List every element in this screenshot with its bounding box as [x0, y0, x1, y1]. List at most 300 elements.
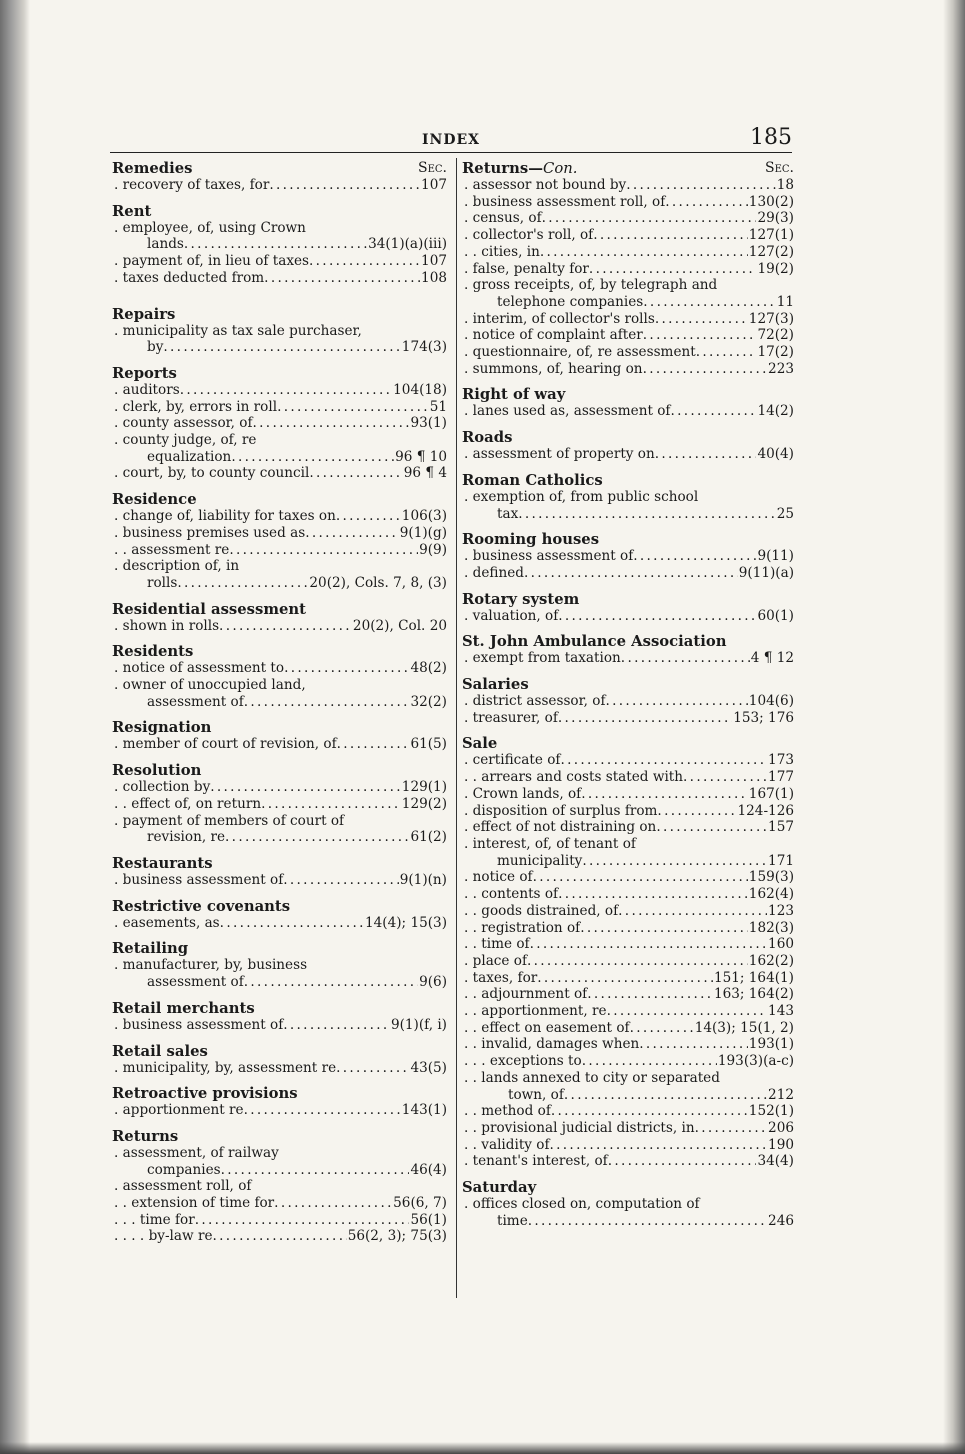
- section-reference: 223: [768, 360, 794, 377]
- index-entry: [462, 1120, 794, 1137]
- entry-text: . . invalid, damages when: [464, 1036, 640, 1053]
- section-reference: 182(3): [748, 919, 794, 936]
- index-entry: [462, 1087, 794, 1104]
- section-reference: 61(5): [410, 736, 447, 753]
- section-reference: 151; 164(1): [713, 969, 794, 986]
- section-reference: 56(1): [410, 1211, 447, 1228]
- index-entry: [462, 548, 794, 565]
- index-entry: [462, 1103, 794, 1120]
- entry-text: . business assessment of: [114, 1016, 284, 1033]
- index-entry: [112, 270, 447, 287]
- leader-dots: [336, 508, 401, 525]
- entry-text: . . arrears and costs stated with: [464, 769, 684, 786]
- section-reference: 162(2): [748, 952, 794, 969]
- leader-dots: [608, 1153, 757, 1170]
- entry-text: . business assessment roll, of: [464, 193, 666, 210]
- section-reference: 40(4): [757, 446, 794, 463]
- heading-text: Retailing: [112, 940, 189, 958]
- index-entry: [462, 786, 794, 803]
- entry-text: . payment of, in lieu of taxes: [114, 253, 310, 270]
- index-heading: [112, 940, 447, 957]
- index-entry: [462, 327, 794, 344]
- section-reference: 43(5): [410, 1059, 447, 1076]
- entry-text: revision, re: [147, 829, 226, 846]
- section-reference: 56(6, 7): [393, 1195, 447, 1212]
- index-entry: [112, 796, 447, 813]
- index-heading: [112, 203, 447, 220]
- entry-text: . . time of: [464, 936, 530, 953]
- index-entry: [462, 1213, 794, 1230]
- section-reference: 162(4): [748, 886, 794, 903]
- index-entry: [112, 779, 447, 796]
- heading-text: Retail merchants: [112, 999, 255, 1017]
- entry-text: . business assessment of: [464, 548, 634, 565]
- section-reference: 130(2): [748, 193, 794, 210]
- leader-dots: [305, 525, 399, 542]
- section-reference: 46(4): [410, 1161, 447, 1178]
- index-entry: [462, 1137, 794, 1154]
- entry-text: . summons, of, hearing on: [464, 360, 643, 377]
- index-entry: [112, 1060, 447, 1077]
- index-entry: [112, 1212, 447, 1229]
- index-entry: [462, 244, 794, 261]
- index-heading: [112, 1085, 447, 1102]
- entry-text: . . extension of time for: [114, 1195, 275, 1212]
- heading-text: Residential assessment: [112, 600, 306, 618]
- leader-dots: [225, 829, 409, 846]
- index-entry: [462, 886, 794, 903]
- leader-dots: [550, 1137, 768, 1154]
- index-entry: [462, 261, 794, 278]
- index-heading: [112, 1128, 447, 1145]
- entry-text: . . effect of, on return: [114, 795, 262, 812]
- entry-text: . shown in rolls: [114, 617, 220, 634]
- heading-text: Saturday: [462, 1179, 537, 1197]
- leader-dots: [683, 769, 767, 786]
- section-reference: 177: [768, 769, 794, 786]
- heading-text: Roads: [462, 429, 513, 447]
- section-reference: 123: [768, 902, 794, 919]
- section-reference: 9(1)(n): [399, 871, 447, 888]
- index-heading: [112, 898, 447, 915]
- index-entry: [112, 736, 447, 753]
- entry-text: . recovery of taxes, for: [114, 177, 270, 193]
- leader-dots: [580, 920, 748, 937]
- leader-dots: [643, 327, 757, 344]
- heading-text: Repairs: [112, 305, 176, 323]
- heading-text: Right of way: [462, 386, 566, 404]
- entry-text: . certificate of: [464, 752, 561, 769]
- index-entry: [112, 449, 447, 466]
- section-reference: 127(2): [748, 243, 794, 260]
- index-entry: [462, 608, 794, 625]
- leader-dots: [630, 1020, 694, 1037]
- heading-text: Residents: [112, 643, 194, 661]
- index-heading: [112, 719, 447, 736]
- index-column-left: [112, 160, 447, 1245]
- leader-dots: [581, 786, 748, 803]
- section-reference: 48(2): [410, 660, 447, 677]
- index-heading: [462, 735, 794, 752]
- heading-text: Rooming houses: [462, 531, 600, 549]
- leader-dots: [229, 542, 418, 559]
- index-subentry-line: . municipality as tax sale purchaser,: [114, 322, 362, 339]
- entry-text: . . validity of: [464, 1136, 550, 1153]
- index-entry: [462, 1020, 794, 1037]
- leader-dots: [231, 449, 394, 466]
- section-reference: 14(2): [757, 403, 794, 420]
- leader-dots: [593, 227, 748, 244]
- entry-text: municipality: [497, 852, 583, 869]
- section-reference: 32(2): [410, 693, 447, 710]
- index-subentry-line: . assessment, of railway: [114, 1144, 279, 1161]
- section-reference: 9(6): [419, 974, 447, 991]
- index-entry: [462, 869, 794, 886]
- index-entry: [462, 446, 794, 463]
- leader-dots: [542, 210, 757, 227]
- section-reference: 19(2): [757, 260, 794, 277]
- index-entry: [462, 565, 794, 582]
- entry-text: . business premises used as: [114, 524, 306, 541]
- section-reference: 104(6): [748, 693, 794, 710]
- index-entry: [112, 177, 447, 194]
- leader-dots: [163, 339, 400, 356]
- heading-text: Resignation: [112, 719, 212, 737]
- entry-text: . county assessor, of: [114, 415, 253, 432]
- entry-text: . treasurer, of: [464, 709, 558, 726]
- header-title: INDEX: [421, 132, 481, 148]
- entry-text: . . method of: [464, 1103, 551, 1120]
- index-entry: [112, 1102, 447, 1119]
- index-entry: [462, 986, 794, 1003]
- leader-dots: [527, 953, 748, 970]
- leader-dots: [253, 415, 410, 432]
- index-entry: [462, 210, 794, 227]
- index-entry: [112, 508, 447, 525]
- leader-dots: [656, 819, 767, 836]
- entry-text: . easements, as: [114, 914, 220, 931]
- section-reference: 107: [421, 253, 447, 270]
- entry-text: . lanes used as, assessment of: [464, 403, 671, 420]
- page-edge-shadow-bottom: [0, 1442, 965, 1454]
- leader-dots: [618, 903, 767, 920]
- entry-text: . notice of: [464, 869, 533, 886]
- entry-text: . . adjournment of: [464, 986, 588, 1003]
- index-entry: [462, 344, 794, 361]
- section-reference: 174(3): [401, 339, 447, 356]
- leader-dots: [213, 1228, 347, 1245]
- section-reference: 167(1): [748, 785, 794, 802]
- index-heading: [462, 386, 794, 403]
- index-entry: [462, 1053, 794, 1070]
- page-edge-shadow-right: [943, 0, 965, 1454]
- entry-text: . Crown lands, of: [464, 785, 582, 802]
- section-label: Sec.: [418, 160, 447, 176]
- page-edge-shadow-left: [0, 0, 30, 1454]
- leader-dots: [540, 244, 748, 261]
- index-entry: [462, 710, 794, 727]
- heading-text: Returns—: [462, 160, 543, 177]
- index-entry: [112, 694, 447, 711]
- entry-text: . . goods distrained, of: [464, 902, 619, 919]
- index-entry: [462, 752, 794, 769]
- leader-dots: [587, 986, 713, 1003]
- leader-dots: [639, 1036, 748, 1053]
- section-reference: 9(9): [419, 541, 447, 558]
- index-subentry-line: . description of, in: [114, 558, 240, 575]
- index-entry: [112, 660, 447, 677]
- index-entry: [112, 1228, 447, 1245]
- index-entry: [462, 294, 794, 311]
- leader-dots: [195, 1212, 410, 1229]
- leader-dots: [283, 1017, 390, 1034]
- leader-dots: [261, 796, 401, 813]
- leader-dots: [221, 1162, 410, 1179]
- index-entry: [462, 970, 794, 987]
- section-reference: 108: [421, 269, 447, 286]
- index-heading: [462, 676, 794, 693]
- entry-text: . change of, liability for taxes on: [114, 508, 336, 525]
- leader-dots: [336, 1060, 409, 1077]
- entry-text: . effect of not distraining on: [464, 819, 657, 836]
- index-entry: [112, 339, 447, 356]
- entry-text: . place of: [464, 952, 527, 969]
- section-reference: 159(3): [748, 869, 794, 886]
- index-entry: [112, 399, 447, 416]
- entry-text: . . . exceptions to: [464, 1053, 582, 1070]
- entry-text: . court, by, to county council: [114, 465, 310, 482]
- section-label: Sec.: [765, 160, 794, 176]
- entry-text: . municipality, by, assessment re: [114, 1059, 337, 1076]
- section-reference: 93(1): [410, 415, 447, 432]
- entry-text: . notice of complaint after: [464, 327, 643, 344]
- heading-text: Roman Catholics: [462, 471, 603, 489]
- section-reference: 61(2): [410, 829, 447, 846]
- index-entry: [112, 542, 447, 559]
- heading-text: Retroactive provisions: [112, 1085, 298, 1103]
- index-entry: [462, 227, 794, 244]
- section-reference: 34(4): [757, 1153, 794, 1170]
- leader-dots: [219, 618, 352, 635]
- leader-dots: [605, 693, 747, 710]
- entry-text: . collector's roll, of: [464, 227, 594, 244]
- index-subentry-line: . interest, of, of tenant of: [464, 835, 636, 852]
- leader-dots: [210, 779, 401, 796]
- index-heading: [112, 1000, 447, 1017]
- leader-dots: [695, 1120, 767, 1137]
- leader-dots: [607, 1003, 767, 1020]
- section-reference: 25: [776, 505, 794, 522]
- index-entry: [462, 693, 794, 710]
- leader-dots: [657, 803, 736, 820]
- entry-text: assessment of: [147, 693, 244, 710]
- entry-text: lands: [147, 236, 184, 253]
- section-reference: 4 ¶ 12: [750, 650, 794, 667]
- leader-dots: [582, 1053, 717, 1070]
- index-heading: [462, 591, 794, 608]
- entry-text: time: [497, 1212, 528, 1229]
- section-reference: 14(4); 15(3): [364, 914, 447, 931]
- index-entry: [112, 915, 447, 932]
- index-heading: [112, 306, 447, 323]
- leader-dots: [665, 194, 748, 211]
- heading-continued: Con.: [543, 160, 578, 177]
- entry-text: . collection by: [114, 779, 211, 796]
- entry-text: . business assessment of: [114, 871, 284, 888]
- section-reference: 9(1)(f, i): [390, 1016, 447, 1033]
- entry-text: . exempt from taxation: [464, 650, 621, 667]
- section-reference: 96 ¶ 4: [403, 465, 447, 482]
- entry-text: . notice of assessment to: [114, 660, 285, 677]
- entry-text: . . effect on easement of: [464, 1019, 630, 1036]
- section-reference: 20(2), Cols. 7, 8, (3): [309, 574, 447, 591]
- entry-text: . . . . by-law re: [114, 1228, 213, 1245]
- index-subentry-line: . county judge, of, re: [114, 432, 257, 449]
- entry-text: tax: [497, 505, 519, 522]
- section-reference: 206: [768, 1119, 794, 1136]
- index-entry: [462, 194, 794, 211]
- leader-dots: [643, 294, 775, 311]
- section-reference: 157: [768, 819, 794, 836]
- index-subentry-line: . manufacturer, by, business: [114, 957, 308, 974]
- index-entry: [112, 618, 447, 635]
- leader-dots: [284, 660, 409, 677]
- entry-text: assessment of: [147, 974, 244, 991]
- entry-text: . questionnaire, of, re assessment: [464, 344, 696, 361]
- heading-text: Retail sales: [112, 1042, 208, 1060]
- heading-text: Resolution: [112, 762, 202, 780]
- section-reference: 127(3): [748, 310, 794, 327]
- index-heading: [462, 160, 794, 177]
- index-subentry-line: . offices closed on, computation of: [464, 1196, 700, 1213]
- index-entry: [462, 803, 794, 820]
- index-entry: [112, 465, 447, 482]
- index-heading: [462, 1179, 794, 1196]
- section-reference: 14(3); 15(1, 2): [694, 1019, 794, 1036]
- index-entry: [462, 953, 794, 970]
- heading-text: Restrictive covenants: [112, 897, 291, 915]
- heading-text: Sale: [462, 735, 498, 753]
- entry-text: . auditors: [114, 381, 180, 398]
- index-entry: [462, 920, 794, 937]
- index-subentry-line: . exemption of, from public school: [464, 488, 699, 505]
- entry-text: . assessment of property on: [464, 446, 655, 463]
- leader-dots: [558, 710, 732, 727]
- section-reference: 18: [776, 177, 794, 193]
- index-subentry-line: . assessment roll, of: [114, 1178, 252, 1195]
- section-reference: 104(18): [393, 381, 447, 398]
- entry-text: . . assessment re: [114, 541, 230, 558]
- leader-dots: [518, 506, 775, 523]
- index-entry: [112, 382, 447, 399]
- index-heading: [112, 601, 447, 618]
- leader-dots: [633, 548, 756, 565]
- index-entry: [462, 311, 794, 328]
- index-entry: [462, 1003, 794, 1020]
- section-reference: 51: [429, 398, 447, 415]
- entry-text: . interim, of collector's rolls: [464, 310, 655, 327]
- section-reference: 34(1)(a)(iii): [368, 236, 447, 253]
- index-entry: [462, 650, 794, 667]
- leader-dots: [524, 565, 738, 582]
- heading-text: St. John Ambulance Association: [462, 633, 727, 651]
- leader-dots: [180, 382, 392, 399]
- leader-dots: [264, 270, 420, 287]
- leader-dots: [670, 403, 756, 420]
- heading-text: Remedies: [112, 160, 193, 177]
- entry-text: . disposition of surplus from: [464, 802, 658, 819]
- leader-dots: [177, 575, 308, 592]
- section-reference: 171: [768, 852, 794, 869]
- leader-dots: [244, 1102, 401, 1119]
- entry-text: . census, of: [464, 210, 542, 227]
- index-heading: [112, 762, 447, 779]
- index-entry: [462, 853, 794, 870]
- section-reference: 153; 176: [733, 709, 794, 726]
- index-entry: [112, 236, 447, 253]
- section-reference: 106(3): [401, 508, 447, 525]
- entry-text: by: [147, 339, 164, 356]
- entry-text: . clerk, by, errors in roll: [114, 398, 278, 415]
- leader-dots: [309, 253, 420, 270]
- section-reference: 193(3)(a-c): [717, 1053, 794, 1070]
- section-reference: 143(1): [401, 1102, 447, 1119]
- index-entry: [462, 769, 794, 786]
- index-entry: [462, 903, 794, 920]
- leader-dots: [643, 361, 767, 378]
- entry-text: . apportionment re: [114, 1102, 244, 1119]
- leader-dots: [533, 869, 748, 886]
- index-heading: [462, 531, 794, 548]
- section-reference: 190: [768, 1136, 794, 1153]
- section-reference: 173: [768, 752, 794, 769]
- index-heading: [462, 633, 794, 650]
- section-reference: 17(2): [757, 344, 794, 361]
- page-number: 185: [750, 125, 792, 150]
- index-subentry-line: . payment of members of court of: [114, 812, 345, 829]
- section-reference: 60(1): [757, 607, 794, 624]
- section-reference: 160: [768, 936, 794, 953]
- leader-dots: [582, 853, 767, 870]
- heading-text: Salaries: [462, 676, 529, 694]
- leader-dots: [560, 752, 767, 769]
- entry-text: . . apportionment, re: [464, 1003, 607, 1020]
- leader-dots: [530, 936, 767, 953]
- section-reference: 127(1): [748, 227, 794, 244]
- section-reference: 152(1): [748, 1103, 794, 1120]
- entry-text: town, of: [508, 1086, 564, 1103]
- index-column-right: [462, 160, 794, 1229]
- section-reference: 56(2, 3); 75(3): [347, 1228, 447, 1245]
- leader-dots: [244, 974, 418, 991]
- index-entry: [112, 829, 447, 846]
- entry-text: rolls: [147, 574, 178, 591]
- leader-dots: [551, 1103, 748, 1120]
- index-entry: [462, 819, 794, 836]
- section-reference: 129(1): [401, 779, 447, 796]
- index-entry: [462, 1153, 794, 1170]
- section-reference: 143: [768, 1003, 794, 1020]
- entry-text: . tenant's interest, of: [464, 1153, 608, 1170]
- index-entry: [112, 415, 447, 432]
- index-entry: [462, 936, 794, 953]
- index-entry: [462, 177, 794, 194]
- index-entry: [112, 872, 447, 889]
- heading-text: Rent: [112, 202, 152, 220]
- leader-dots: [564, 1087, 767, 1104]
- section-reference: 107: [421, 177, 447, 193]
- entry-text: . valuation, of: [464, 607, 559, 624]
